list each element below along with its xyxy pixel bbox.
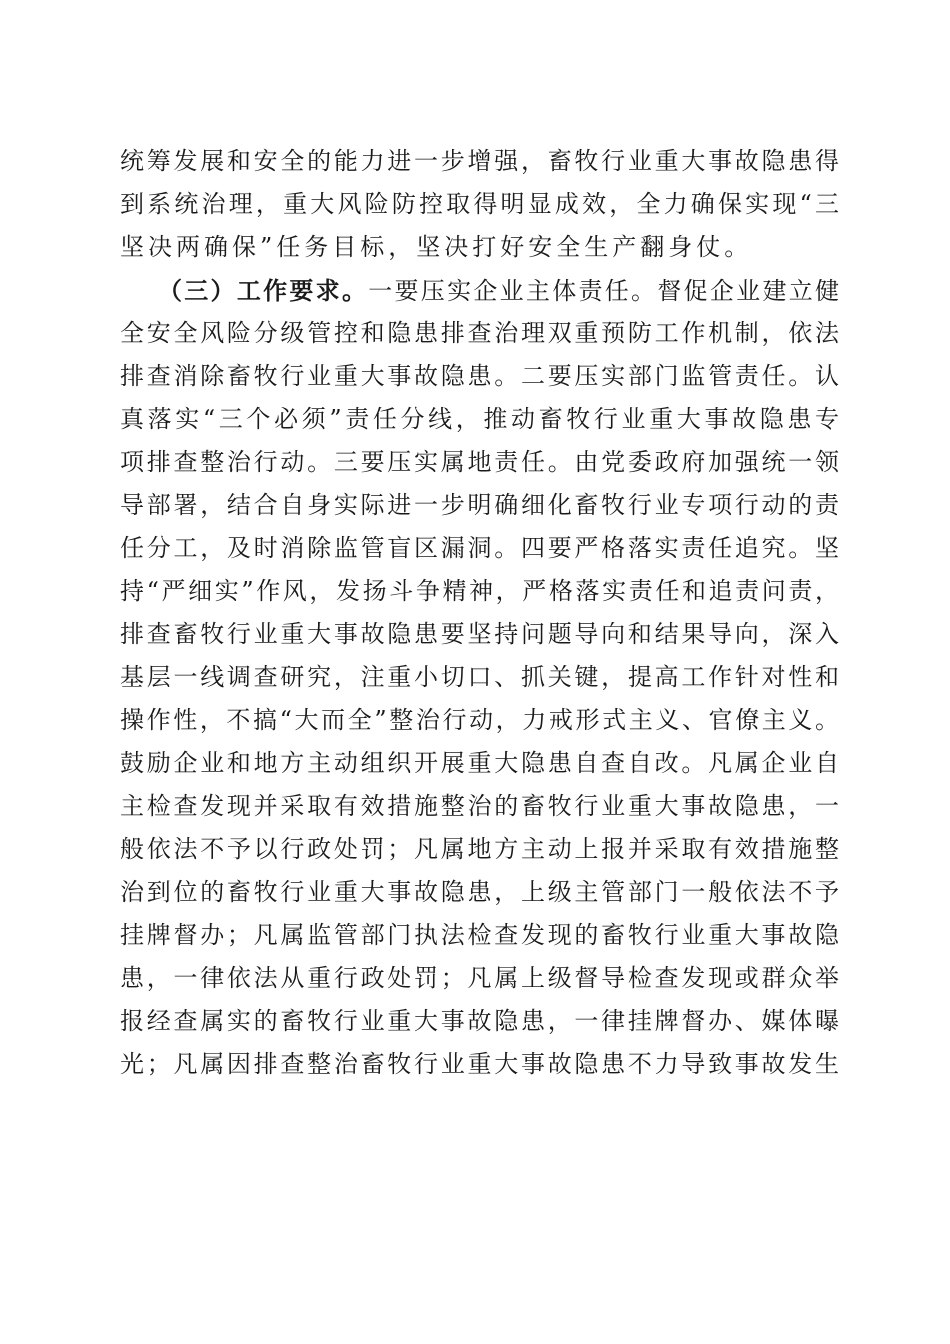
- text-line: 坚决两确保”任务目标，坚决打好安全生产翻身仗。: [120, 233, 753, 261]
- text-line: 排查消除畜牧行业重大事故隐患。二要压实部门监管责任。认: [120, 362, 840, 390]
- text-line: 导部署，结合自身实际进一步明确细化畜牧行业专项行动的责: [120, 491, 840, 519]
- text-line: 患，一律依法从重行政处罚；凡属上级督导检查发现或群众举: [120, 964, 840, 992]
- paragraph-1: [120, 140, 840, 269]
- text-line: 般依法不予以行政处罚；凡属地方主动上报并采取有效措施整: [120, 835, 840, 863]
- paragraph-2: [120, 269, 840, 1086]
- text-line: 任分工，及时消除监管盲区漏洞。四要严格落实责任追究。坚: [120, 534, 840, 562]
- text-line: 统筹发展和安全的能力进一步增强，畜牧行业重大事故隐患得: [120, 147, 840, 175]
- section-heading: （三）工作要求。: [158, 276, 369, 305]
- text-line: 治到位的畜牧行业重大事故隐患，上级主管部门一般依法不予: [120, 878, 840, 906]
- text-line: 全安全风险分级管控和隐患排查治理双重预防工作机制，依法: [120, 319, 840, 347]
- text-line: 真落实“三个必须”责任分线，推动畜牧行业重大事故隐患专: [120, 405, 840, 433]
- text-segment: 一要压实企业主体责任。督促企业建立健: [368, 277, 841, 305]
- body-text: [120, 140, 840, 1086]
- text-line: 光；凡属因排查整治畜牧行业重大事故隐患不力导致事故发生: [120, 1050, 840, 1078]
- text-line: 报经查属实的畜牧行业重大事故隐患，一律挂牌督办、媒体曝: [120, 1007, 840, 1035]
- text-line: 操作性，不搞“大而全”整治行动，力戒形式主义、官僚主义。: [120, 706, 840, 734]
- text-line: 主检查发现并采取有效措施整治的畜牧行业重大事故隐患，一: [120, 792, 840, 820]
- text-line: 排查畜牧行业重大事故隐患要坚持问题导向和结果导向，深入: [120, 620, 840, 648]
- text-line: 项排查整治行动。三要压实属地责任。由党委政府加强统一领: [120, 448, 840, 476]
- text-line: 挂牌督办；凡属监管部门执法检查发现的畜牧行业重大事故隐: [120, 921, 840, 949]
- text-line: 持“严细实”作风，发扬斗争精神，严格落实责任和追责问责，: [120, 577, 840, 605]
- text-line: 鼓励企业和地方主动组织开展重大隐患自查自改。凡属企业自: [120, 749, 840, 777]
- text-line-first: [120, 269, 840, 312]
- text-line: 到系统治理，重大风险防控取得明显成效，全力确保实现“三: [120, 190, 840, 218]
- text-line: 基层一线调查研究，注重小切口、抓关键，提高工作针对性和: [120, 663, 840, 691]
